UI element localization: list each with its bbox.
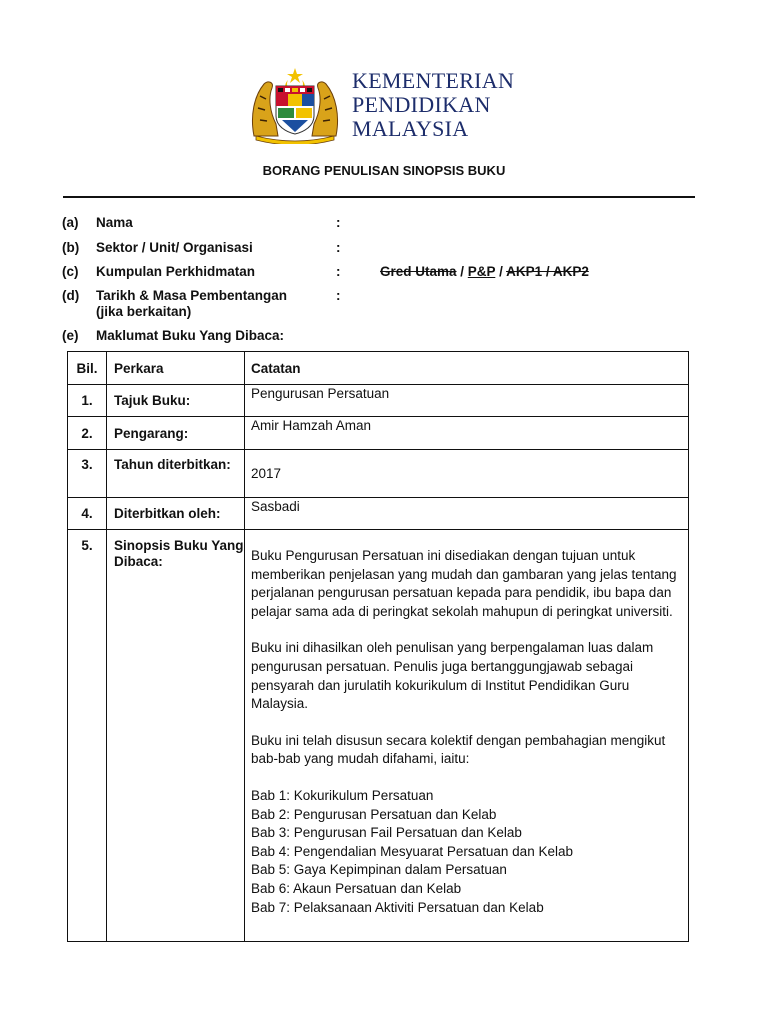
- grade-options: [380, 264, 589, 280]
- field-colon: :: [336, 240, 341, 255]
- table-row: [68, 450, 689, 498]
- grade-separator: /: [456, 264, 468, 279]
- title-divider: [63, 196, 695, 198]
- chapter-item: Bab 7: Pelaksanaan Aktiviti Persatuan dan Kelab: [251, 899, 544, 915]
- field-label: (e): [62, 328, 79, 343]
- field-nama: [62, 215, 380, 231]
- field-name: Kumpulan Perkhidmatan: [96, 264, 256, 279]
- header-bil: Bil.: [68, 352, 107, 385]
- ministry-line-3: MALAYSIA: [352, 116, 469, 141]
- ministry-line-1: KEMENTERIAN: [352, 68, 515, 93]
- field-label: (c): [62, 264, 79, 279]
- field-tarikh: [62, 288, 380, 320]
- chapter-item: Bab 6: Akaun Persatuan dan Kelab: [251, 880, 462, 896]
- field-label: (b): [62, 240, 80, 255]
- row-perkara: Pengarang:: [107, 417, 245, 450]
- chapter-item: Bab 4: Pengendalian Mesyuarat Persatuan dan Kelab: [251, 843, 573, 859]
- row-bil: 2.: [68, 417, 107, 450]
- row-perkara: Tahun diterbitkan:: [107, 450, 245, 498]
- grade-separator: /: [495, 264, 507, 279]
- field-name: Nama: [96, 215, 133, 230]
- table-row: [68, 498, 689, 530]
- row-catatan: 2017: [245, 450, 689, 498]
- field-sektor: [62, 240, 380, 256]
- field-name: Sektor / Unit/ Organisasi: [96, 240, 253, 255]
- grade-option-akp: AKP1 / AKP2: [506, 264, 589, 279]
- field-label: (a): [62, 215, 79, 230]
- grade-option-pnp: P&P: [467, 264, 496, 279]
- ministry-line-2: PENDIDIKAN: [352, 92, 491, 117]
- row-perkara: Diterbitkan oleh:: [107, 498, 245, 530]
- document-title: BORANG PENULISAN SINOPSIS BUKU: [262, 163, 506, 178]
- field-name: [96, 288, 336, 320]
- row-bil: 5.: [68, 530, 107, 942]
- grade-option-gred-utama: Gred Utama: [380, 264, 457, 279]
- field-kumpulan: [62, 264, 589, 280]
- synopsis-paragraph: Buku ini dihasilkan oleh penulisan yang berpengalaman luas dalam pengurusan persatuan. Penulis juga bertanggungjawab sebagai pensyarah dan jurulatih kokurikulum di Institut Pendidikan Guru Malaysia.: [251, 640, 654, 712]
- row-catatan: Pengurusan Persatuan: [245, 385, 689, 417]
- field-label: (d): [62, 288, 80, 303]
- field-colon: :: [336, 215, 341, 230]
- row-bil: 1.: [68, 385, 107, 417]
- synopsis-paragraph: Buku ini telah disusun secara kolektif dengan pembahagian mengikut bab-bab yang mudah difahami, iaitu:: [251, 732, 666, 767]
- malaysia-coat-of-arms-icon: [248, 66, 342, 144]
- chapter-item: Bab 3: Pengurusan Fail Persatuan dan Kelab: [251, 825, 522, 841]
- row-bil: 3.: [68, 450, 107, 498]
- table-header-row: [68, 352, 689, 385]
- synopsis-paragraph: Buku Pengurusan Persatuan ini disediakan dengan tujuan untuk memberikan penjelasan yang mudah dan gambaran yang jelas tentang perjalanan pengurusan persatuan kepada para pendidik, ibu bapa dan pelajar sama ada di peringkat sekolah mahupun di peringkat universiti.: [251, 548, 677, 619]
- book-info-table: [67, 351, 689, 942]
- row-perkara: Sinopsis Buku Yang Dibaca:: [107, 530, 245, 942]
- field-colon: :: [336, 264, 341, 279]
- row-perkara: Tajuk Buku:: [107, 385, 245, 417]
- field-name-main: Tarikh & Masa Pembentangan: [96, 288, 288, 303]
- chapter-item: Bab 1: Kokurikulum Persatuan: [251, 787, 434, 803]
- row-catatan: Amir Hamzah Aman: [245, 417, 689, 450]
- field-name: Maklumat Buku Yang Dibaca:: [96, 328, 285, 343]
- field-maklumat: [62, 328, 496, 344]
- field-name-sub: (jika berkaitan): [96, 304, 192, 319]
- table-row: [68, 385, 689, 417]
- header-catatan: Catatan: [245, 352, 689, 385]
- table-row-synopsis: [68, 530, 689, 942]
- table-row: [68, 417, 689, 450]
- row-catatan: Sasbadi: [245, 498, 689, 530]
- letterhead: [248, 66, 514, 144]
- header-perkara: Perkara: [107, 352, 245, 385]
- chapter-item: Bab 5: Gaya Kepimpinan dalam Persatuan: [251, 862, 507, 878]
- row-bil: 4.: [68, 498, 107, 530]
- ministry-name: [352, 69, 514, 141]
- field-colon: :: [336, 288, 341, 303]
- chapter-item: Bab 2: Pengurusan Persatuan dan Kelab: [251, 806, 497, 822]
- synopsis-cell: [245, 530, 689, 942]
